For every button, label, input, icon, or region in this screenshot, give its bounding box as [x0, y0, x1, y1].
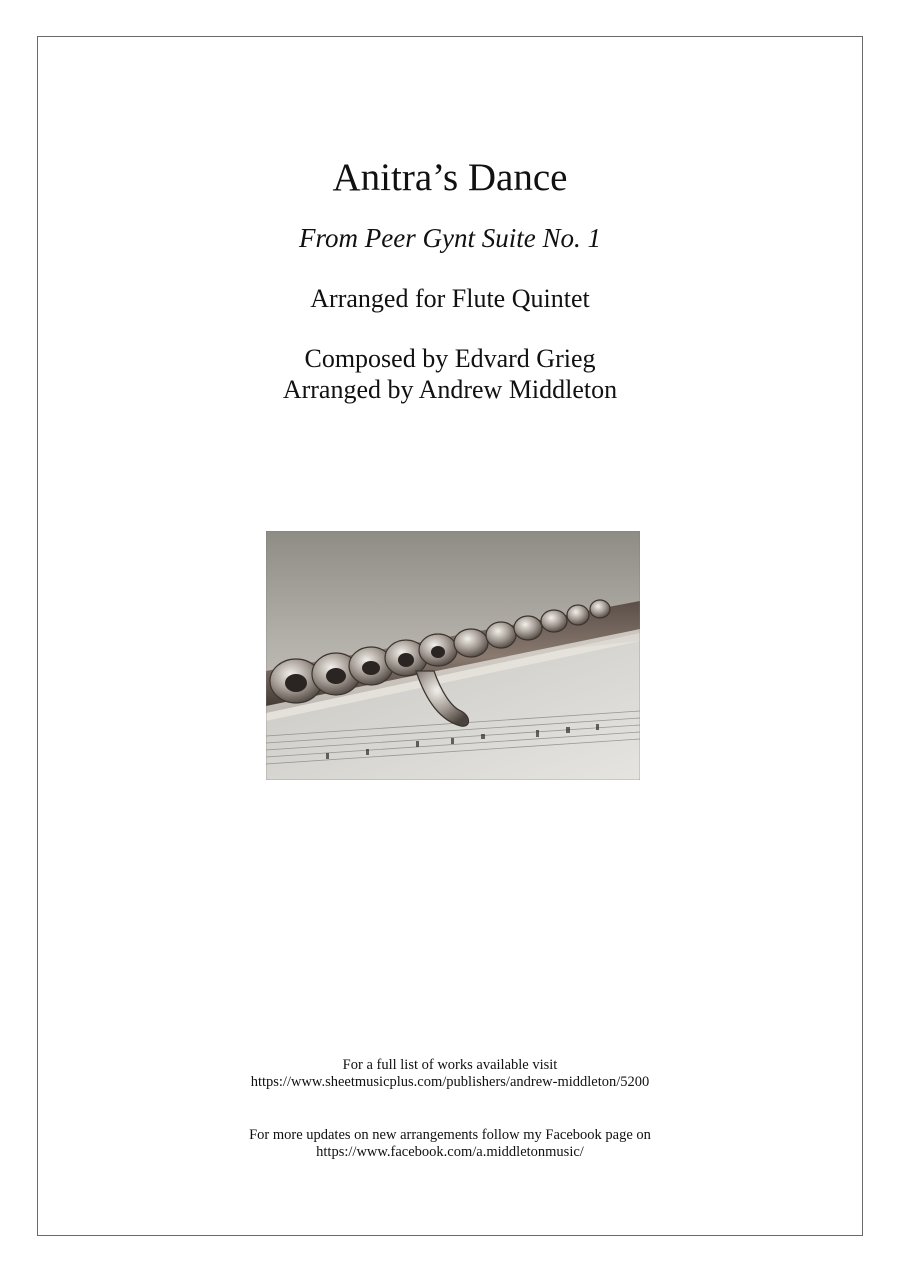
- arranger-line: Arranged by Andrew Middleton: [282, 375, 618, 404]
- page-title: Anitra’s Dance: [332, 156, 568, 199]
- page-subtitle: From Peer Gynt Suite No. 1: [299, 223, 601, 253]
- facebook-footer: [0, 1127, 900, 1161]
- cover-photo: [266, 531, 640, 780]
- flute-photo-icon: [266, 531, 640, 780]
- works-footer: [0, 1057, 900, 1091]
- updates-text: For more updates on new arrangements follow my Facebook page on: [249, 1127, 651, 1143]
- composer-line: Composed by Edvard Grieg: [304, 344, 596, 373]
- works-text: For a full list of works available visit: [342, 1057, 558, 1073]
- instrumentation-line: Arranged for Flute Quintet: [310, 284, 590, 313]
- credits-block: [0, 343, 900, 405]
- sheetmusicplus-link[interactable]: https://www.sheetmusicplus.com/publishers/andrew-middleton/5200: [250, 1074, 650, 1090]
- facebook-link[interactable]: https://www.facebook.com/a.middletonmusic/: [316, 1144, 584, 1160]
